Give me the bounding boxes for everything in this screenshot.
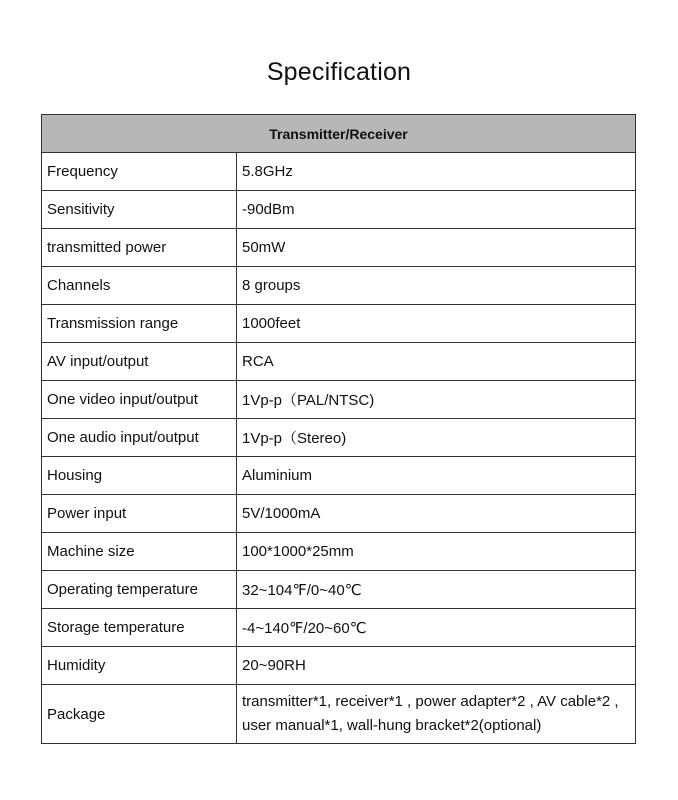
- spec-label: Housing: [42, 457, 237, 495]
- spec-value: 1000feet: [237, 305, 636, 343]
- spec-value: 50mW: [237, 229, 636, 267]
- table-header-row: [42, 115, 636, 153]
- spec-label: AV input/output: [42, 343, 237, 381]
- table-header: Transmitter/Receiver: [42, 115, 636, 153]
- spec-label: Power input: [42, 495, 237, 533]
- spec-label: transmitted power: [42, 229, 237, 267]
- spec-value: 100*1000*25mm: [237, 533, 636, 571]
- spec-row-machine-size: [42, 533, 636, 571]
- spec-value: 1Vp-p（Stereo): [237, 419, 636, 457]
- spec-value: 20~90RH: [237, 647, 636, 685]
- spec-row-frequency: [42, 153, 636, 191]
- spec-row-package: [42, 685, 636, 744]
- spec-value: 5.8GHz: [237, 153, 636, 191]
- spec-label: Frequency: [42, 153, 237, 191]
- spec-row-sensitivity: [42, 191, 636, 229]
- spec-label: Transmission range: [42, 305, 237, 343]
- spec-row-storage-temperature: [42, 609, 636, 647]
- spec-row-power-input: [42, 495, 636, 533]
- spec-row-humidity: [42, 647, 636, 685]
- page-title: Specification: [266, 58, 412, 86]
- spec-row-channels: [42, 267, 636, 305]
- spec-value: 5V/1000mA: [237, 495, 636, 533]
- spec-row-transmitted-power: [42, 229, 636, 267]
- spec-value: -90dBm: [237, 191, 636, 229]
- spec-value: 32~104℉/0~40℃: [237, 571, 636, 609]
- spec-row-audio-input-output: [42, 419, 636, 457]
- spec-row-operating-temperature: [42, 571, 636, 609]
- spec-label: One video input/output: [42, 381, 237, 419]
- spec-label: Package: [42, 685, 237, 744]
- spec-label: Storage temperature: [42, 609, 237, 647]
- spec-value: RCA: [237, 343, 636, 381]
- spec-value: Aluminium: [237, 457, 636, 495]
- spec-row-video-input-output: [42, 381, 636, 419]
- spec-row-housing: [42, 457, 636, 495]
- spec-row-transmission-range: [42, 305, 636, 343]
- spec-value: -4~140℉/20~60℃: [237, 609, 636, 647]
- spec-label: Machine size: [42, 533, 237, 571]
- spec-value: transmitter*1, receiver*1 , power adapter*2 , AV cable*2 , user manual*1, wall-hung bracket*2(optional): [237, 685, 636, 744]
- spec-row-av-input-output: [42, 343, 636, 381]
- spec-value: 8 groups: [237, 267, 636, 305]
- spec-label: Sensitivity: [42, 191, 237, 229]
- spec-label: Humidity: [42, 647, 237, 685]
- spec-label: Operating temperature: [42, 571, 237, 609]
- spec-value: 1Vp-p（PAL/NTSC): [237, 381, 636, 419]
- spec-label: Channels: [42, 267, 237, 305]
- spec-label: One audio input/output: [42, 419, 237, 457]
- specification-table: [41, 114, 636, 744]
